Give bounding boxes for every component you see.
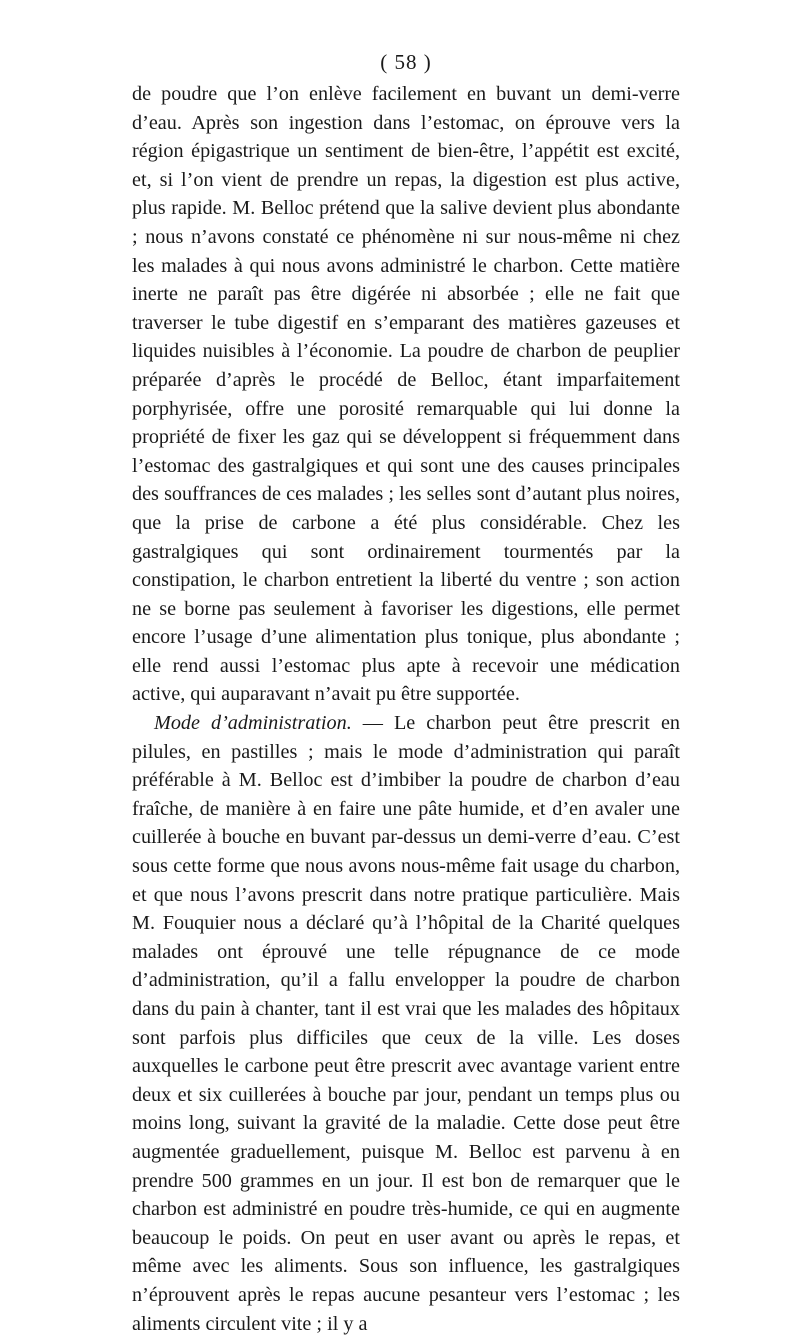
body-text	[132, 80, 680, 1338]
paragraph-mode-administration	[132, 709, 680, 1338]
page-number: ( 58 )	[380, 50, 432, 74]
paragraph-text: — Le charbon peut être prescrit en pilules, en pastilles ; mais le mode d’administration qui paraît préférable à M. Belloc est d’imbiber la poudre de charbon d’eau fraîche, de manière à en faire une pâte humide, et d’en avaler une cuillerée à bouche en buvant par-dessus un demi-verre d’eau. C’est sous cette forme que nous avons nous-même fait usage du charbon, et que nous l’avons prescrit dans notre pratique particulière. Mais M. Fouquier nous a déclaré qu’à l’hôpital de la Charité quelques malades ont éprouvé une telle répugnance de ce mode d’administration, qu’il a fallu envelopper la poudre de charbon dans du pain à chanter, tant il est vrai que les malades des hôpitaux sont parfois plus difficiles que ceux de la ville. Les doses auxquelles le carbone peut être prescrit avec avantage varient entre deux et six cuillerées à bouche par jour, pendant un temps plus ou moins long, suivant la gravité de la maladie. Cette dose peut être augmentée graduellement, puisque M. Belloc est parvenu à en prendre 500 grammes en un jour. Il est bon de remarquer que le charbon est administré en poudre très-humide, ce qui en augmente beaucoup le poids. On peut en user avant ou après le repas, et même avec les aliments. Sous son influence, les gastralgiques n’éprouvent après le repas aucune pesanteur vers l’estomac ; les aliments circulent vite ; il y a	[132, 712, 680, 1335]
paragraph-continuation: de poudre que l’on enlève facilement en buvant un demi-verre d’eau. Après son ingestion dans l’estomac, on éprouve vers la région épigastrique un sentiment de bien-être, l’appétit est excité, et, si l’on vient de prendre un repas, la digestion est plus active, plus rapide. M. Belloc prétend que la salive devient plus abondante ; nous n’avons constaté ce phénomène ni sur nous-même ni chez les malades à qui nous avons administré le charbon. Cette matière inerte ne paraît pas être digérée ni absorbée ; elle ne fait que traverser le tube digestif en s’emparant des matières gazeuses et liquides nuisibles à l’économie. La poudre de charbon de peuplier préparée d’après le procédé de Belloc, étant imparfaitement porphyrisée, offre une porosité remarquable qui lui donne la propriété de fixer les gaz qui se développent si fréquemment dans l’estomac des gastralgiques et qui sont une des causes principales des souffrances de ces malades ; les selles sont d’autant plus noires, que la prise de carbone a été plus considérable. Chez les gastralgiques qui sont ordinairement tourmentés par la constipation, le charbon entretient la liberté du ventre ; son action ne se borne pas seulement à favoriser les digestions, elle permet encore l’usage d’une alimentation plus tonique, plus abondante ; elle rend aussi l’estomac plus apte à recevoir une médication active, qui auparavant n’avait pu être supportée.	[132, 83, 680, 706]
section-heading: Mode d’administration.	[154, 712, 352, 735]
document-page	[132, 48, 680, 1338]
